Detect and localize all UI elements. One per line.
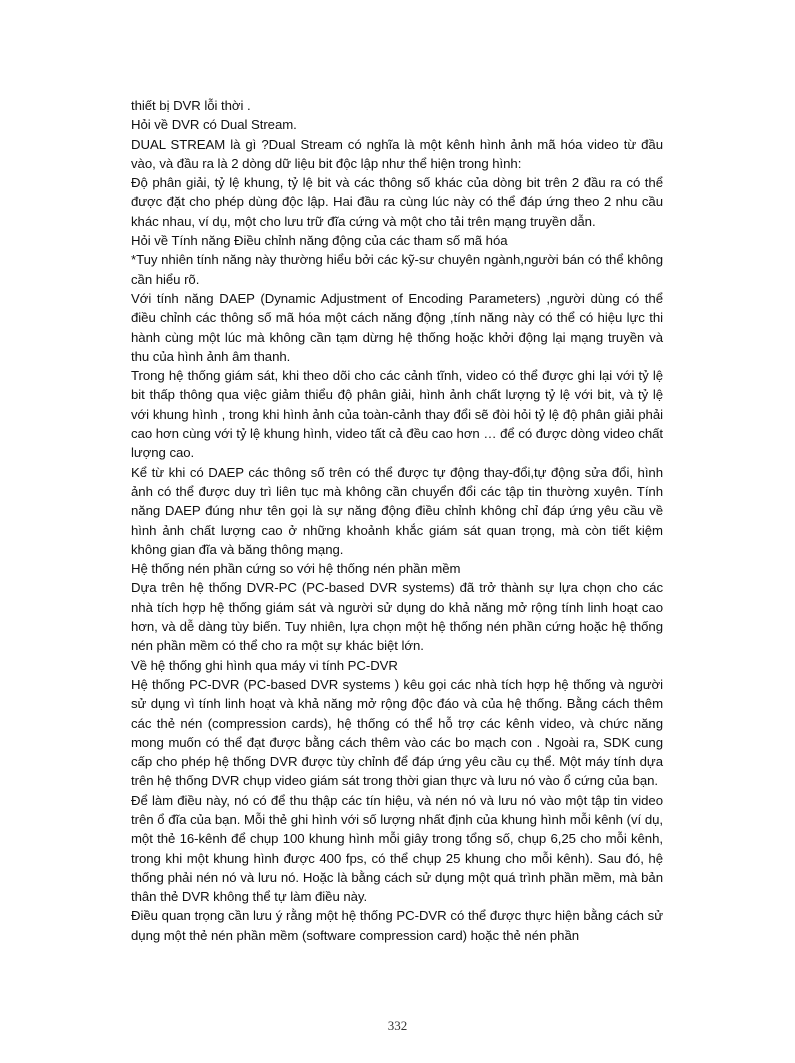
heading-dual-stream-question: Hỏi về DVR có Dual Stream. bbox=[131, 117, 297, 133]
paragraph-daep-intro: Với tính năng DAEP (Dynamic Adjustment of Encoding Parameters) ,người dùng có thể điều chỉnh các thông số mã hóa một cách năng động ,tính năng này có thể có hiệu lực thi hành cùng một lúc mà không cần tạm dừng hệ thống hoặc khởi động lại mạng truyền và thu của hình ảnh âm thanh. bbox=[131, 290, 663, 364]
heading-pc-dvr: Về hệ thống ghi hình qua máy vi tính PC-DVR bbox=[131, 657, 398, 673]
paragraph-pc-dvr-choice: Dựa trên hệ thống DVR-PC (PC-based DVR systems) đã trở thành sự lựa chọn cho các nhà tích hợp hệ thống giám sát và người sử dụng do khả năng mở rộng tính linh hoạt cao hơn, và dễ dàng tùy biến. Tuy nhiên, lựa chọn một hệ thống nén phần cứng hoặc hệ thống nén phần mềm có thể cho ra một sự khác biệt lớn. bbox=[131, 580, 663, 654]
paragraph-pc-dvr-description: Hệ thống PC-DVR (PC-based DVR systems ) kêu gọi các nhà tích hợp hệ thống và người sử dụng vì tính linh hoạt và khả năng mở rộng độc đáo và của hệ thống. Bằng cách thêm các thẻ nén (compression cards), hệ thống có thể hỗ trợ các kênh video, và chức năng mong muốn có thể đạt được bằng cách thêm vào các bo mạch con . Ngoài ra, SDK cung cấp cho phép hệ thống DVR được tùy chỉnh để đáp ứng yêu cầu cụ thể. Một máy tính dựa trên hệ thống DVR chụp video giám sát trong thời gian thực và lưu nó vào ổ cứng của bạn. bbox=[131, 676, 663, 789]
paragraph-dual-stream-definition: DUAL STREAM là gì ?Dual Stream có nghĩa là một kênh hình ảnh mã hóa video từ đầu vào, và đầu ra là 2 dòng dữ liệu bit độc lập như thể hiện trong hình: bbox=[131, 136, 663, 171]
paragraph-compression-note: Điều quan trọng cần lưu ý rằng một hệ thống PC-DVR có thể được thực hiện bằng cách sử dụng một thẻ nén phần mềm (software compression card) hoặc thẻ nén phần bbox=[131, 908, 663, 943]
heading-hardware-vs-software: Hệ thống nén phần cứng so với hệ thống nén phần mềm bbox=[131, 561, 461, 577]
paragraph-surveillance-bitrate: Trong hệ thống giám sát, khi theo dõi cho các cảnh tĩnh, video có thể được ghi lại với tỷ lệ bit thấp thông qua việc giảm thiểu độ phân giải, hình ảnh chất lượng tỷ lệ với bit, và tỷ lệ với khung hình , trong khi hình ảnh của toàn-cảnh thay đổi sẽ đòi hỏi tỷ lệ độ phân giải phải cao hơn cùng với tỷ lệ khung hình, video tất cả đều cao hơn … để có được dòng video chất lượng cao. bbox=[131, 368, 663, 461]
paragraph-daep-benefits: Kể từ khi có DAEP các thông số trên có thể được tự động thay-đổi,tự động sửa đổi, hình ảnh có thể được duy trì liên tục mà không cần chuyển đổi các tập tin thường xuyên. Tính năng DAEP đúng như tên gọi là sự năng động điều chỉnh không chỉ đáp ứng yêu cầu về hình ảnh chất lượng cao ở những khoảnh khắc giám sát quan trọng, mà còn tiết kiệm không gian đĩa và băng thông mạng. bbox=[131, 464, 663, 557]
body-text bbox=[131, 96, 663, 945]
heading-encoding-adjustment: Hỏi về Tính năng Điều chỉnh năng động của các tham số mã hóa bbox=[131, 233, 508, 249]
paragraph-note-engineers: *Tuy nhiên tính năng này thường hiểu bởi các kỹ-sư chuyên ngành,người bán có thể không cần hiểu rõ. bbox=[131, 252, 663, 287]
paragraph-capture-process: Để làm điều này, nó có để thu thập các tín hiệu, và nén nó và lưu nó vào một tập tin video trên ổ đĩa của bạn. Mỗi thẻ ghi hình với số lượng nhất định của khung hình mỗi kênh (ví dụ, một thẻ 16-kênh để chụp 100 khung hình mỗi giây trong tổng số, chụp 6,25 cho mỗi kênh, trong khi một khung hình được 400 fps, có thể chụp 25 khung cho mỗi kênh). Sau đó, hệ thống phải nén nó và lưu nó. Hoặc là bằng cách sử dụng một quá trình phần mềm, mà bản thân thẻ DVR không thể tự làm điều này. bbox=[131, 792, 663, 905]
page-number: 332 bbox=[387, 1018, 408, 1033]
paragraph-dual-stream-outputs: Độ phân giải, tỷ lệ khung, tỷ lệ bit và các thông số khác của dòng bit trên 2 đầu ra có thể được đặt cho phép dùng độc lập. Hai đầu ra cùng lúc này có thể đáp ứng theo 2 nhu cầu khác nhau, ví dụ, một cho lưu trữ đĩa cứng và một cho tải trên mạng truyền dẫn. bbox=[131, 175, 663, 229]
paragraph-dvr-obsolete: thiết bị DVR lỗi thời . bbox=[131, 98, 251, 113]
